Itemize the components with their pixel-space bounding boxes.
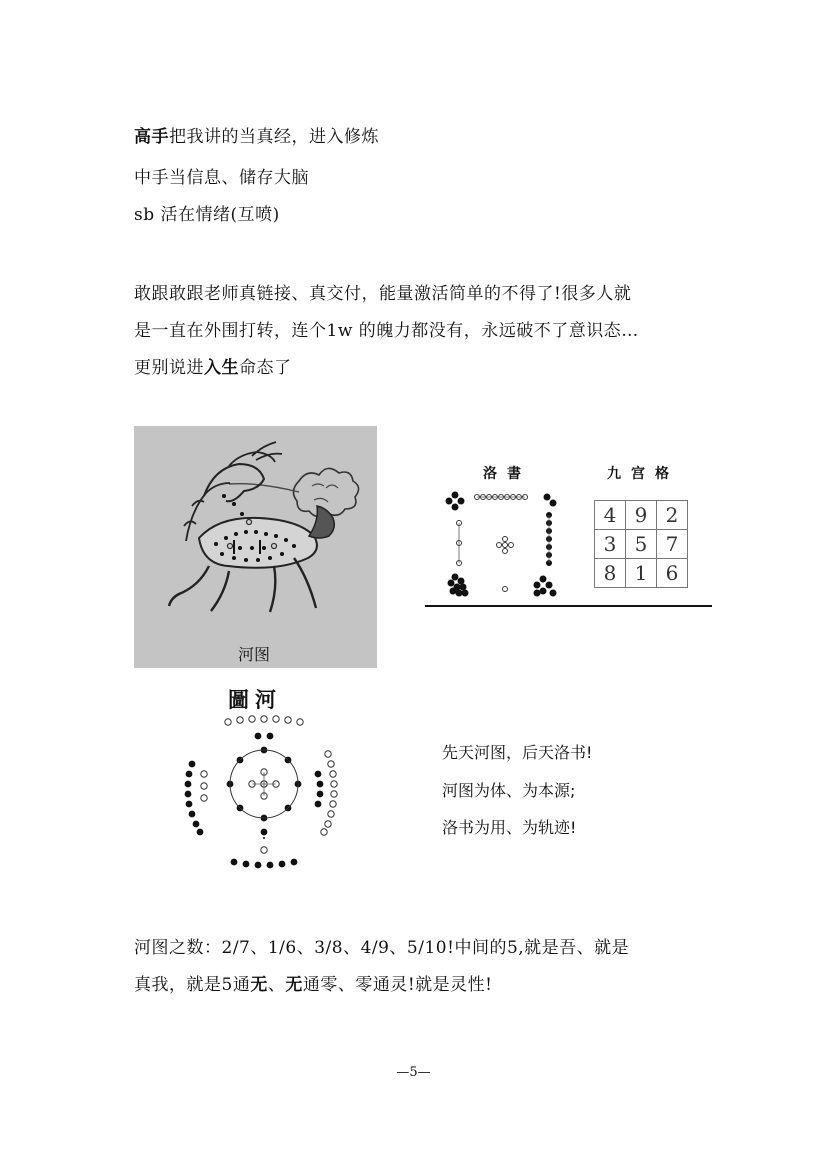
- jiugong-grid: [594, 500, 688, 588]
- hetu-title: 圖河: [228, 687, 282, 712]
- grid-row: [595, 530, 688, 559]
- side-text-line-3: 洛书为用、为轨迹!: [442, 818, 577, 837]
- grid-cell: 5: [626, 530, 657, 559]
- bold-word-ru-sheng: 入生: [204, 358, 239, 378]
- grid-row: [595, 559, 688, 588]
- text-line-dare-1: 敢跟敢跟老师真链接、真交付，能量激活简单的不得了!很多人就: [134, 284, 632, 304]
- luoshu-dots: [425, 483, 565, 623]
- qilin-caption: 河图: [238, 645, 271, 664]
- bold-word-masters: 高手: [134, 127, 169, 147]
- hetu-figure: [180, 682, 350, 872]
- bold-word-wu-1: 无: [250, 975, 268, 995]
- text-line-dare-2: 是一直在外围打转，连个1w 的魄力都没有，永远破不了意识态…: [134, 321, 639, 341]
- text-line-hetu-numbers-2: [134, 974, 493, 996]
- grid-cell: 1: [626, 559, 657, 588]
- text-dare-3a: 更别说进: [134, 358, 204, 378]
- side-text-line-2: 河图为体、为本源;: [442, 781, 576, 800]
- luoshu-title: 洛書: [483, 466, 531, 482]
- grid-row: [595, 501, 688, 530]
- grid-cell: 7: [657, 530, 688, 559]
- text-hetu-2a: 真我，就是5通: [134, 975, 251, 995]
- text-line-hetu-numbers-1: 河图之数：2/7、1/6、3/8、4/9、5/10!中间的5,就是吾、就是: [134, 938, 630, 958]
- text-line-sb: sb 活在情绪(互喷): [134, 205, 280, 225]
- text-hetu-2c: 通零、零通灵!就是灵性!: [302, 975, 493, 995]
- jiugong-title: 九宫格: [607, 466, 679, 482]
- text-line-masters: [134, 126, 379, 148]
- bold-word-wu-2: 无: [285, 975, 303, 995]
- qilin-drawing: [134, 426, 377, 668]
- grid-cell: 2: [657, 501, 688, 530]
- side-text-line-1: 先天河图，后天洛书!: [442, 743, 593, 762]
- grid-cell: 3: [595, 530, 626, 559]
- grid-cell: 6: [657, 559, 688, 588]
- text-dare-3b: 命态了: [239, 358, 292, 378]
- text-hetu-2b: 、: [267, 975, 286, 995]
- luoshu-jiugong-figure: [425, 455, 715, 610]
- figure-baseline: [425, 605, 712, 607]
- qilin-hetu-image: [134, 426, 377, 668]
- hetu-dots: [180, 714, 350, 874]
- page-number: —5—: [396, 1065, 431, 1080]
- text-line-intermediate: 中手当信息、储存大脑: [134, 168, 309, 188]
- text-line-dare-3: [134, 357, 292, 379]
- grid-cell: 8: [595, 559, 626, 588]
- grid-cell: 4: [595, 501, 626, 530]
- grid-cell: 9: [626, 501, 657, 530]
- text-masters-rest: 把我讲的当真经，进入修炼: [169, 127, 379, 147]
